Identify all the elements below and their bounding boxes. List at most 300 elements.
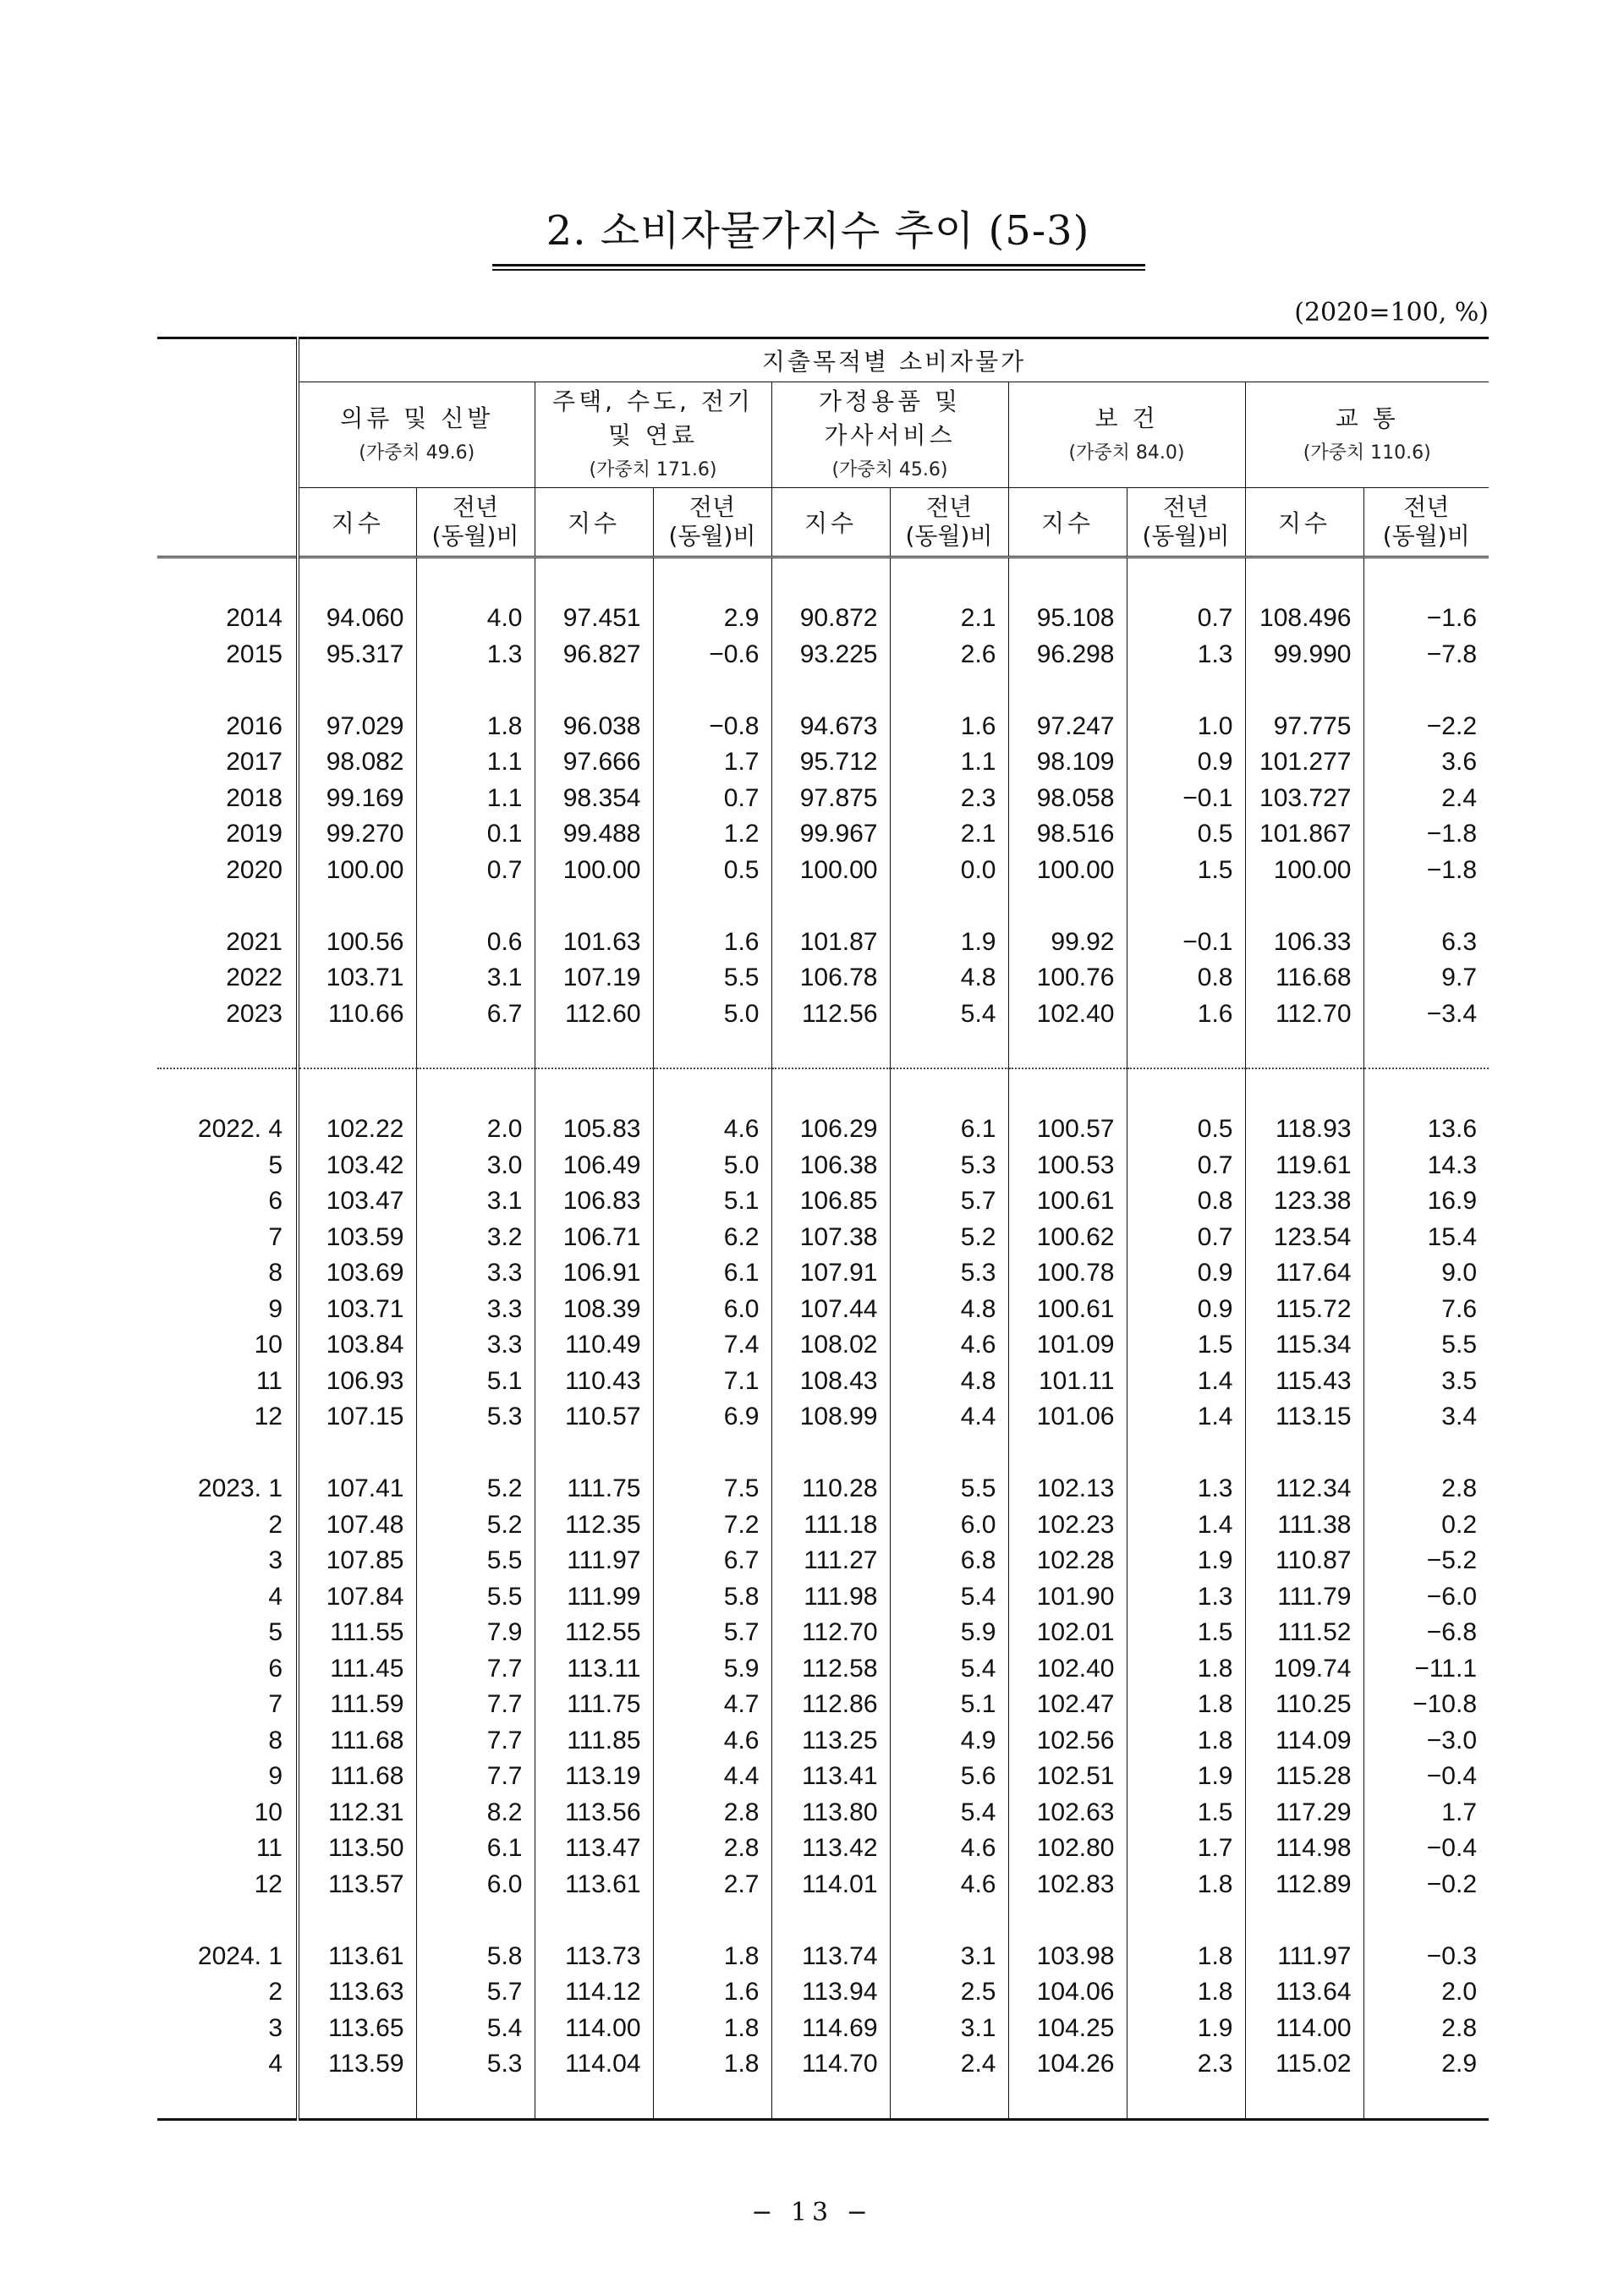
index-cell: 97.029 [298, 709, 416, 745]
spacer-row [157, 2083, 1489, 2120]
yoy-cell: 4.4 [653, 1759, 771, 1795]
row-label [157, 1436, 298, 1472]
index-cell: 96.298 [1008, 637, 1127, 673]
index-cell: 101.90 [1008, 1579, 1127, 1616]
yoy-cell: 6.1 [653, 1255, 771, 1292]
row-label: 10 [254, 1798, 283, 1826]
unit-label: (2020=100, %) [1294, 298, 1489, 327]
yoy-cell: 7.9 [416, 1615, 535, 1651]
yoy-cell: 4.9 [890, 1723, 1008, 1760]
index-cell: 102.40 [1008, 997, 1127, 1033]
table-row [157, 1112, 1489, 1148]
index-cell: 97.666 [535, 744, 653, 781]
yoy-cell: 1.3 [1127, 1579, 1245, 1616]
row-label: 11 [255, 1834, 283, 1863]
yoy-cell: 6.0 [653, 1292, 771, 1328]
index-cell: 113.59 [298, 2046, 416, 2083]
page-title: 2. 소비자물가지수 추이 (5-3) [546, 207, 1090, 255]
yoy-cell [653, 1902, 771, 1939]
index-cell: 110.43 [535, 1364, 653, 1400]
index-cell: 110.57 [535, 1399, 653, 1436]
yoy-cell: 6.9 [653, 1399, 771, 1436]
index-cell: 108.02 [771, 1327, 890, 1364]
index-cell: 113.11 [535, 1651, 653, 1688]
table-row [157, 960, 1489, 997]
yoy-cell: 5.5 [416, 1579, 535, 1616]
index-cell: 115.02 [1245, 2046, 1363, 2083]
spacer-row [157, 673, 1489, 709]
yoy-cell: 1.1 [416, 744, 535, 781]
yoy-column-header: 전년 (동월)비 [416, 488, 535, 557]
row-label: 2016 [226, 711, 283, 740]
yoy-cell: 0.8 [1127, 960, 1245, 997]
index-cell: 99.990 [1245, 637, 1363, 673]
yoy-cell: 5.3 [416, 2046, 535, 2083]
yoy-column-header: 전년 (동월)비 [890, 488, 1008, 557]
index-cell: 98.082 [298, 744, 416, 781]
index-cell: 97.875 [771, 781, 890, 817]
category-name: 보 건 [1095, 404, 1159, 432]
yoy-cell: 4.4 [890, 1399, 1008, 1436]
row-label: 12 [254, 1869, 283, 1898]
table-row [157, 637, 1489, 673]
index-cell [298, 2083, 416, 2120]
index-cell: 107.85 [298, 1543, 416, 1579]
index-cell [298, 1068, 416, 1112]
yoy-cell: 7.7 [416, 1723, 535, 1760]
yoy-cell: 1.9 [1127, 1759, 1245, 1795]
index-cell: 100.76 [1008, 960, 1127, 997]
index-cell [771, 888, 890, 925]
yoy-cell: 1.9 [890, 925, 1008, 961]
row-label: 10 [254, 1331, 283, 1359]
index-cell: 107.44 [771, 1292, 890, 1328]
yoy-cell: 5.4 [890, 1579, 1008, 1616]
yoy-cell: −0.3 [1363, 1939, 1489, 1975]
index-cell: 100.61 [1008, 1292, 1127, 1328]
index-cell [535, 673, 653, 709]
index-cell: 111.79 [1245, 1579, 1363, 1616]
yoy-cell: 5.4 [890, 1795, 1008, 1831]
yoy-cell: 0.5 [653, 853, 771, 889]
index-cell: 113.80 [771, 1795, 890, 1831]
group-header: 지출목적별 소비자물가 [298, 338, 1489, 382]
table-row [157, 1579, 1489, 1616]
index-cell: 123.54 [1245, 1220, 1363, 1256]
row-label: 4 [268, 2050, 283, 2078]
yoy-cell: 2.4 [1363, 781, 1489, 817]
index-cell [1008, 1902, 1127, 1939]
yoy-cell: 1.5 [1127, 1795, 1245, 1831]
yoy-cell: 1.7 [1127, 1831, 1245, 1867]
index-cell: 111.52 [1245, 1615, 1363, 1651]
index-cell: 105.83 [535, 1112, 653, 1148]
index-cell: 112.58 [771, 1651, 890, 1688]
index-cell: 113.50 [298, 1831, 416, 1867]
index-cell: 123.38 [1245, 1183, 1363, 1220]
index-cell: 106.83 [535, 1183, 653, 1220]
index-cell: 95.108 [1008, 601, 1127, 637]
yoy-cell: 2.0 [1363, 1974, 1489, 2011]
yoy-cell [1127, 673, 1245, 709]
stub-header [157, 338, 298, 382]
yoy-cell: 5.1 [416, 1364, 535, 1400]
yoy-cell: 1.7 [1363, 1795, 1489, 1831]
yoy-cell [416, 557, 535, 601]
index-cell: 100.00 [771, 853, 890, 889]
index-cell: 114.00 [1245, 2011, 1363, 2047]
yoy-cell: 5.2 [416, 1471, 535, 1507]
spacer-row [157, 1032, 1489, 1068]
yoy-column-header: 전년 (동월)비 [1127, 488, 1245, 557]
yoy-cell: 7.2 [653, 1507, 771, 1544]
yoy-cell: 4.6 [890, 1867, 1008, 1903]
index-cell: 113.74 [771, 1939, 890, 1975]
yoy-cell: 1.3 [1127, 1471, 1245, 1507]
yoy-cell [1363, 2083, 1489, 2120]
index-cell: 106.91 [535, 1255, 653, 1292]
index-cell [771, 1902, 890, 1939]
index-cell: 106.78 [771, 960, 890, 997]
yoy-cell [1363, 673, 1489, 709]
index-cell: 114.01 [771, 1867, 890, 1903]
yoy-column-header: 전년 (동월)비 [1363, 488, 1489, 557]
yoy-cell: 6.7 [653, 1543, 771, 1579]
yoy-cell [1127, 2083, 1245, 2120]
index-cell: 114.00 [535, 2011, 653, 2047]
row-label [157, 1068, 298, 1112]
index-cell: 101.06 [1008, 1399, 1127, 1436]
index-cell: 101.87 [771, 925, 890, 961]
yoy-cell: 9.7 [1363, 960, 1489, 997]
index-cell: 113.94 [771, 1974, 890, 2011]
page-number: − 13 − [751, 2198, 873, 2227]
index-cell: 106.85 [771, 1183, 890, 1220]
index-cell [535, 1068, 653, 1112]
yoy-cell [890, 888, 1008, 925]
index-cell: 107.84 [298, 1579, 416, 1616]
row-label: 2023. 1 [197, 1474, 283, 1503]
spacer-row [157, 1902, 1489, 1939]
row-label: 2014 [226, 604, 283, 633]
yoy-cell [1127, 888, 1245, 925]
row-label [157, 1902, 298, 1939]
yoy-cell: 5.0 [653, 1148, 771, 1184]
index-cell: 111.97 [1245, 1939, 1363, 1975]
category-header [1008, 382, 1245, 488]
table-row [157, 1939, 1489, 1975]
index-cell: 113.65 [298, 2011, 416, 2047]
category-name: 교 통 [1335, 404, 1399, 432]
index-cell: 112.31 [298, 1795, 416, 1831]
row-label: 9 [268, 1294, 283, 1323]
index-cell: 109.74 [1245, 1651, 1363, 1688]
index-cell [1245, 1068, 1363, 1112]
index-cell [1245, 888, 1363, 925]
yoy-cell [416, 1068, 535, 1112]
category-header [1245, 382, 1489, 488]
table-row [157, 1220, 1489, 1256]
index-cell: 106.93 [298, 1364, 416, 1400]
index-cell: 104.26 [1008, 2046, 1127, 2083]
yoy-cell: 5.5 [653, 960, 771, 997]
row-label: 2 [268, 1978, 283, 2007]
yoy-cell [653, 888, 771, 925]
index-cell [298, 1436, 416, 1472]
yoy-cell: 6.2 [653, 1220, 771, 1256]
index-column-header: 지수 [771, 488, 890, 557]
table-row [157, 744, 1489, 781]
yoy-cell [1127, 557, 1245, 601]
yoy-cell: 0.5 [1127, 1112, 1245, 1148]
index-cell: 108.496 [1245, 601, 1363, 637]
yoy-cell: −0.2 [1363, 1867, 1489, 1903]
yoy-cell [653, 673, 771, 709]
index-cell: 113.56 [535, 1795, 653, 1831]
yoy-cell: 5.8 [416, 1939, 535, 1975]
yoy-cell: 5.9 [890, 1615, 1008, 1651]
yoy-cell: 5.4 [890, 997, 1008, 1033]
index-cell: 117.29 [1245, 1795, 1363, 1831]
yoy-cell: 6.1 [416, 1831, 535, 1867]
yoy-cell [653, 2083, 771, 2120]
index-cell: 99.967 [771, 816, 890, 853]
row-label: 3 [268, 1546, 283, 1575]
index-cell: 114.98 [1245, 1831, 1363, 1867]
table-row [157, 997, 1489, 1033]
index-cell: 106.71 [535, 1220, 653, 1256]
yoy-cell: −0.4 [1363, 1831, 1489, 1867]
table-row [157, 781, 1489, 817]
index-cell: 111.38 [1245, 1507, 1363, 1544]
yoy-cell: 0.7 [1127, 1148, 1245, 1184]
index-cell: 98.354 [535, 781, 653, 817]
category-weight: (가중치 49.6) [359, 442, 475, 464]
index-cell [1245, 2083, 1363, 2120]
index-cell: 113.41 [771, 1759, 890, 1795]
yoy-cell: 1.6 [890, 709, 1008, 745]
index-cell: 112.86 [771, 1687, 890, 1723]
cpi-table [157, 337, 1489, 2121]
row-label: 5 [268, 1618, 283, 1647]
index-cell [771, 2083, 890, 2120]
index-cell [1008, 1436, 1127, 1472]
index-cell: 100.61 [1008, 1183, 1127, 1220]
index-cell: 111.98 [771, 1579, 890, 1616]
yoy-cell: 5.2 [416, 1507, 535, 1544]
yoy-cell: 6.0 [890, 1507, 1008, 1544]
table-row [157, 1471, 1489, 1507]
index-cell [298, 557, 416, 601]
yoy-cell: 3.3 [416, 1292, 535, 1328]
row-label: 2018 [226, 783, 283, 812]
yoy-cell [416, 673, 535, 709]
index-cell: 100.78 [1008, 1255, 1127, 1292]
table-row [157, 1148, 1489, 1184]
yoy-cell: 7.7 [416, 1687, 535, 1723]
yoy-cell: 0.8 [1127, 1183, 1245, 1220]
index-cell: 103.71 [298, 1292, 416, 1328]
yoy-cell: 1.1 [890, 744, 1008, 781]
yoy-cell: 3.1 [416, 1183, 535, 1220]
yoy-cell: 5.1 [890, 1687, 1008, 1723]
index-cell: 113.73 [535, 1939, 653, 1975]
yoy-cell [890, 1902, 1008, 1939]
yoy-cell: 1.8 [1127, 1867, 1245, 1903]
yoy-cell: 1.3 [1127, 637, 1245, 673]
yoy-cell: 2.3 [890, 781, 1008, 817]
yoy-cell: 1.0 [1127, 709, 1245, 745]
yoy-cell: 1.9 [1127, 2011, 1245, 2047]
index-cell: 103.71 [298, 960, 416, 997]
index-cell: 107.48 [298, 1507, 416, 1544]
row-label [157, 2083, 298, 2120]
index-cell: 111.55 [298, 1615, 416, 1651]
yoy-cell [416, 1902, 535, 1939]
table-row [157, 925, 1489, 961]
yoy-cell: 0.5 [1127, 816, 1245, 853]
yoy-cell: 7.6 [1363, 1292, 1489, 1328]
index-cell: 102.28 [1008, 1543, 1127, 1579]
yoy-cell [1127, 1902, 1245, 1939]
table-row [157, 1399, 1489, 1436]
yoy-column-header: 전년 (동월)비 [653, 488, 771, 557]
index-cell: 119.61 [1245, 1148, 1363, 1184]
index-cell: 111.18 [771, 1507, 890, 1544]
title-block [492, 203, 1144, 259]
index-cell: 112.60 [535, 997, 653, 1033]
index-cell: 111.68 [298, 1759, 416, 1795]
index-cell: 100.62 [1008, 1220, 1127, 1256]
yoy-cell: 1.7 [653, 744, 771, 781]
index-cell: 101.09 [1008, 1327, 1127, 1364]
row-label: 7 [268, 1690, 283, 1719]
yoy-cell: 7.7 [416, 1759, 535, 1795]
category-name: 가정용품 및 가사서비스 [818, 387, 962, 449]
table-row [157, 2011, 1489, 2047]
index-cell: 97.247 [1008, 709, 1127, 745]
index-cell [298, 888, 416, 925]
yoy-cell: 5.2 [890, 1220, 1008, 1256]
yoy-cell [890, 1436, 1008, 1472]
yoy-cell: 3.1 [416, 960, 535, 997]
yoy-cell: 7.4 [653, 1327, 771, 1364]
yoy-cell [416, 1032, 535, 1068]
index-cell: 100.53 [1008, 1148, 1127, 1184]
table-row [157, 1615, 1489, 1651]
index-cell: 102.47 [1008, 1687, 1127, 1723]
index-cell: 111.99 [535, 1579, 653, 1616]
index-cell [1008, 888, 1127, 925]
index-cell: 112.55 [535, 1615, 653, 1651]
index-cell [1245, 557, 1363, 601]
category-name: 주택, 수도, 전기 및 연료 [552, 387, 754, 449]
index-cell [1008, 557, 1127, 601]
yoy-cell: −3.0 [1363, 1723, 1489, 1760]
yoy-cell: −0.6 [653, 637, 771, 673]
title-underline-second [492, 269, 1145, 271]
index-cell: 102.63 [1008, 1795, 1127, 1831]
yoy-cell: 4.8 [890, 1364, 1008, 1400]
yoy-cell: 3.6 [1363, 744, 1489, 781]
index-cell: 90.872 [771, 601, 890, 637]
index-cell: 114.69 [771, 2011, 890, 2047]
yoy-cell: 1.8 [1127, 1687, 1245, 1723]
yoy-cell [1127, 1032, 1245, 1068]
row-label: 4 [268, 1582, 283, 1611]
index-cell: 112.70 [1245, 997, 1363, 1033]
spacer-row [157, 557, 1489, 601]
table-row [157, 1327, 1489, 1364]
yoy-cell [653, 1068, 771, 1112]
yoy-cell [1127, 1436, 1245, 1472]
index-cell: 101.867 [1245, 816, 1363, 853]
yoy-cell: 15.4 [1363, 1220, 1489, 1256]
index-cell [298, 1032, 416, 1068]
row-label: 8 [268, 1259, 283, 1288]
index-cell: 101.277 [1245, 744, 1363, 781]
yoy-cell [1363, 1032, 1489, 1068]
yoy-cell: 0.7 [653, 781, 771, 817]
yoy-cell: 3.1 [890, 1939, 1008, 1975]
row-label: 2022. 4 [197, 1115, 283, 1144]
index-cell [1008, 1068, 1127, 1112]
index-cell: 98.058 [1008, 781, 1127, 817]
yoy-cell: 5.5 [1363, 1327, 1489, 1364]
yoy-cell [1363, 1068, 1489, 1112]
index-cell: 111.45 [298, 1651, 416, 1688]
yoy-cell: 13.6 [1363, 1112, 1489, 1148]
index-cell [771, 557, 890, 601]
yoy-cell: 0.2 [1363, 1507, 1489, 1544]
yoy-cell: 5.3 [890, 1148, 1008, 1184]
row-label: 8 [268, 1726, 283, 1754]
yoy-cell: 1.6 [1127, 997, 1245, 1033]
index-cell: 95.317 [298, 637, 416, 673]
yoy-cell: 1.3 [416, 637, 535, 673]
index-cell: 108.39 [535, 1292, 653, 1328]
index-cell: 113.25 [771, 1723, 890, 1760]
index-cell: 97.451 [535, 601, 653, 637]
yoy-cell: 2.7 [653, 1867, 771, 1903]
yoy-cell: 1.5 [1127, 1327, 1245, 1364]
yoy-cell: 2.9 [653, 601, 771, 637]
index-cell: 94.060 [298, 601, 416, 637]
index-cell: 107.19 [535, 960, 653, 997]
yoy-cell: 4.6 [890, 1831, 1008, 1867]
index-cell: 102.01 [1008, 1615, 1127, 1651]
yoy-cell: 1.5 [1127, 1615, 1245, 1651]
row-label: 12 [254, 1403, 283, 1431]
yoy-cell: 1.8 [653, 2046, 771, 2083]
yoy-cell: 6.0 [416, 1867, 535, 1903]
index-cell: 111.59 [298, 1687, 416, 1723]
table-row [157, 1364, 1489, 1400]
yoy-cell: 3.2 [416, 1220, 535, 1256]
yoy-cell [416, 2083, 535, 2120]
row-label [157, 673, 298, 709]
yoy-cell: 5.7 [653, 1615, 771, 1651]
yoy-cell: 5.0 [653, 997, 771, 1033]
yoy-cell: 0.6 [416, 925, 535, 961]
category-weight: (가중치 110.6) [1303, 442, 1431, 464]
table-row [157, 1687, 1489, 1723]
index-cell: 100.57 [1008, 1112, 1127, 1148]
yoy-cell: 3.1 [890, 2011, 1008, 2047]
row-label: 11 [255, 1366, 283, 1395]
yoy-cell: 2.8 [653, 1831, 771, 1867]
index-column-header: 지수 [535, 488, 653, 557]
